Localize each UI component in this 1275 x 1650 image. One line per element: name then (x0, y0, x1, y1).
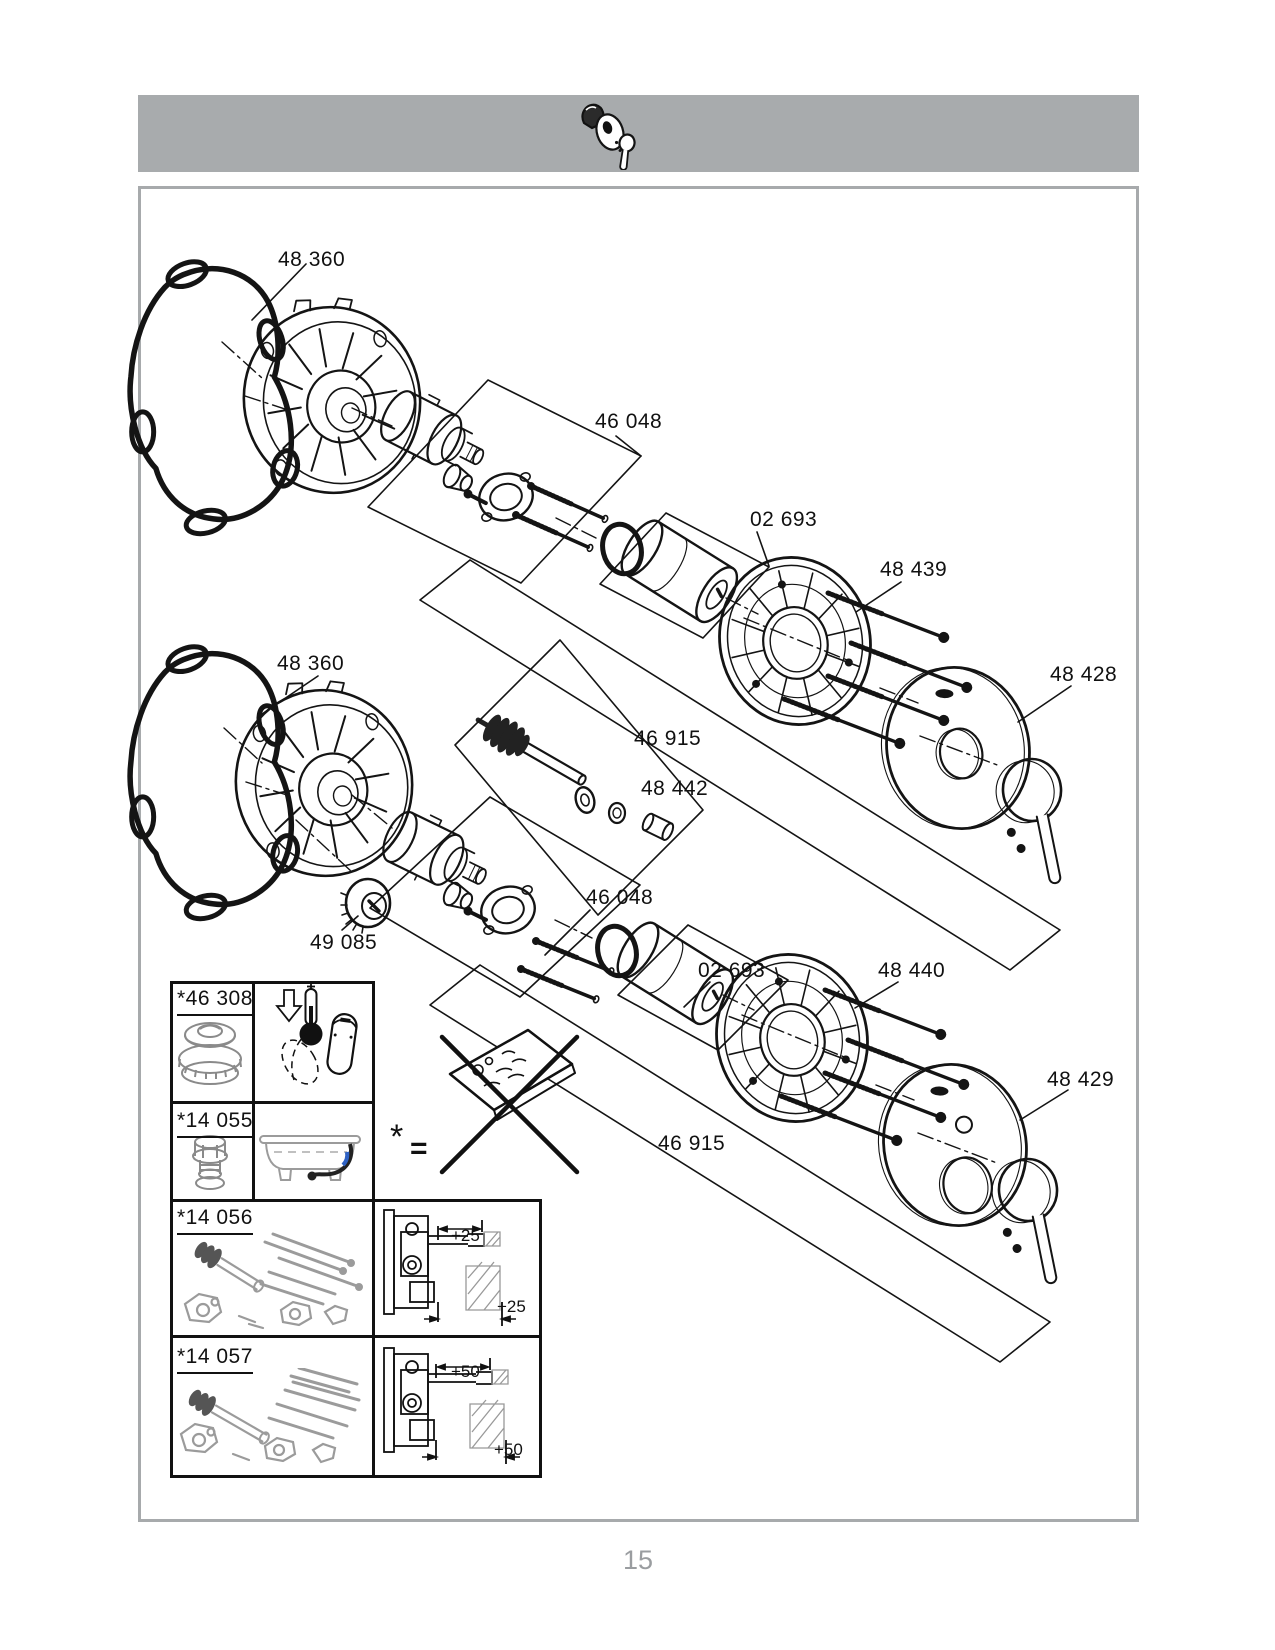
part-label: 48 428 (1050, 663, 1118, 686)
variant-code: *46 308 (177, 987, 253, 1016)
part-label: 48 429 (1047, 1068, 1115, 1091)
no-printed-instructions-icon (432, 1012, 582, 1184)
thermometer-icon (300, 984, 323, 1046)
variant-code: *14 055 (177, 1109, 253, 1138)
check-valve-icon (174, 1134, 246, 1194)
extension-set-50mm-parts-icon (173, 1368, 367, 1468)
dimension-label: +50 (451, 1362, 480, 1381)
dimension-label: +50 (494, 1440, 523, 1459)
leader-lines-top (252, 264, 1071, 970)
variant-code: *14 056 (177, 1206, 253, 1235)
top-assembly (106, 247, 1071, 970)
hose-icon (308, 1144, 352, 1181)
part-label: 02 693 (750, 508, 818, 531)
temperature-limit-cap-icon (172, 1015, 248, 1095)
center-axis-top (222, 342, 1000, 766)
part-label: 48 360 (278, 248, 346, 271)
bathtub-hose-icon (254, 1124, 367, 1194)
down-arrow-icon (277, 990, 301, 1021)
part-label: 02 693 (698, 959, 766, 982)
variant-code: *14 057 (177, 1345, 253, 1374)
asterisk: * (390, 1118, 404, 1156)
temperature-limiter-instructions-icon (254, 984, 367, 1096)
equals-sign: = (410, 1132, 428, 1165)
part-label: 48 439 (880, 558, 948, 581)
part-label: 46 915 (658, 1132, 726, 1155)
extension-set-25mm-parts-icon (173, 1232, 367, 1330)
part-label: 49 085 (310, 931, 378, 954)
part-label: 48 360 (277, 652, 345, 675)
part-label: 46 048 (586, 886, 654, 909)
diverter-shaft (469, 705, 593, 797)
page-number: 15 (622, 1545, 654, 1575)
dimension-label: +25 (451, 1226, 480, 1245)
part-label: 46 048 (595, 410, 663, 433)
part-label: 48 442 (641, 777, 709, 800)
dimension-label: +25 (497, 1297, 526, 1316)
part-label: 46 915 (634, 727, 702, 750)
part-label: 48 440 (878, 959, 946, 982)
